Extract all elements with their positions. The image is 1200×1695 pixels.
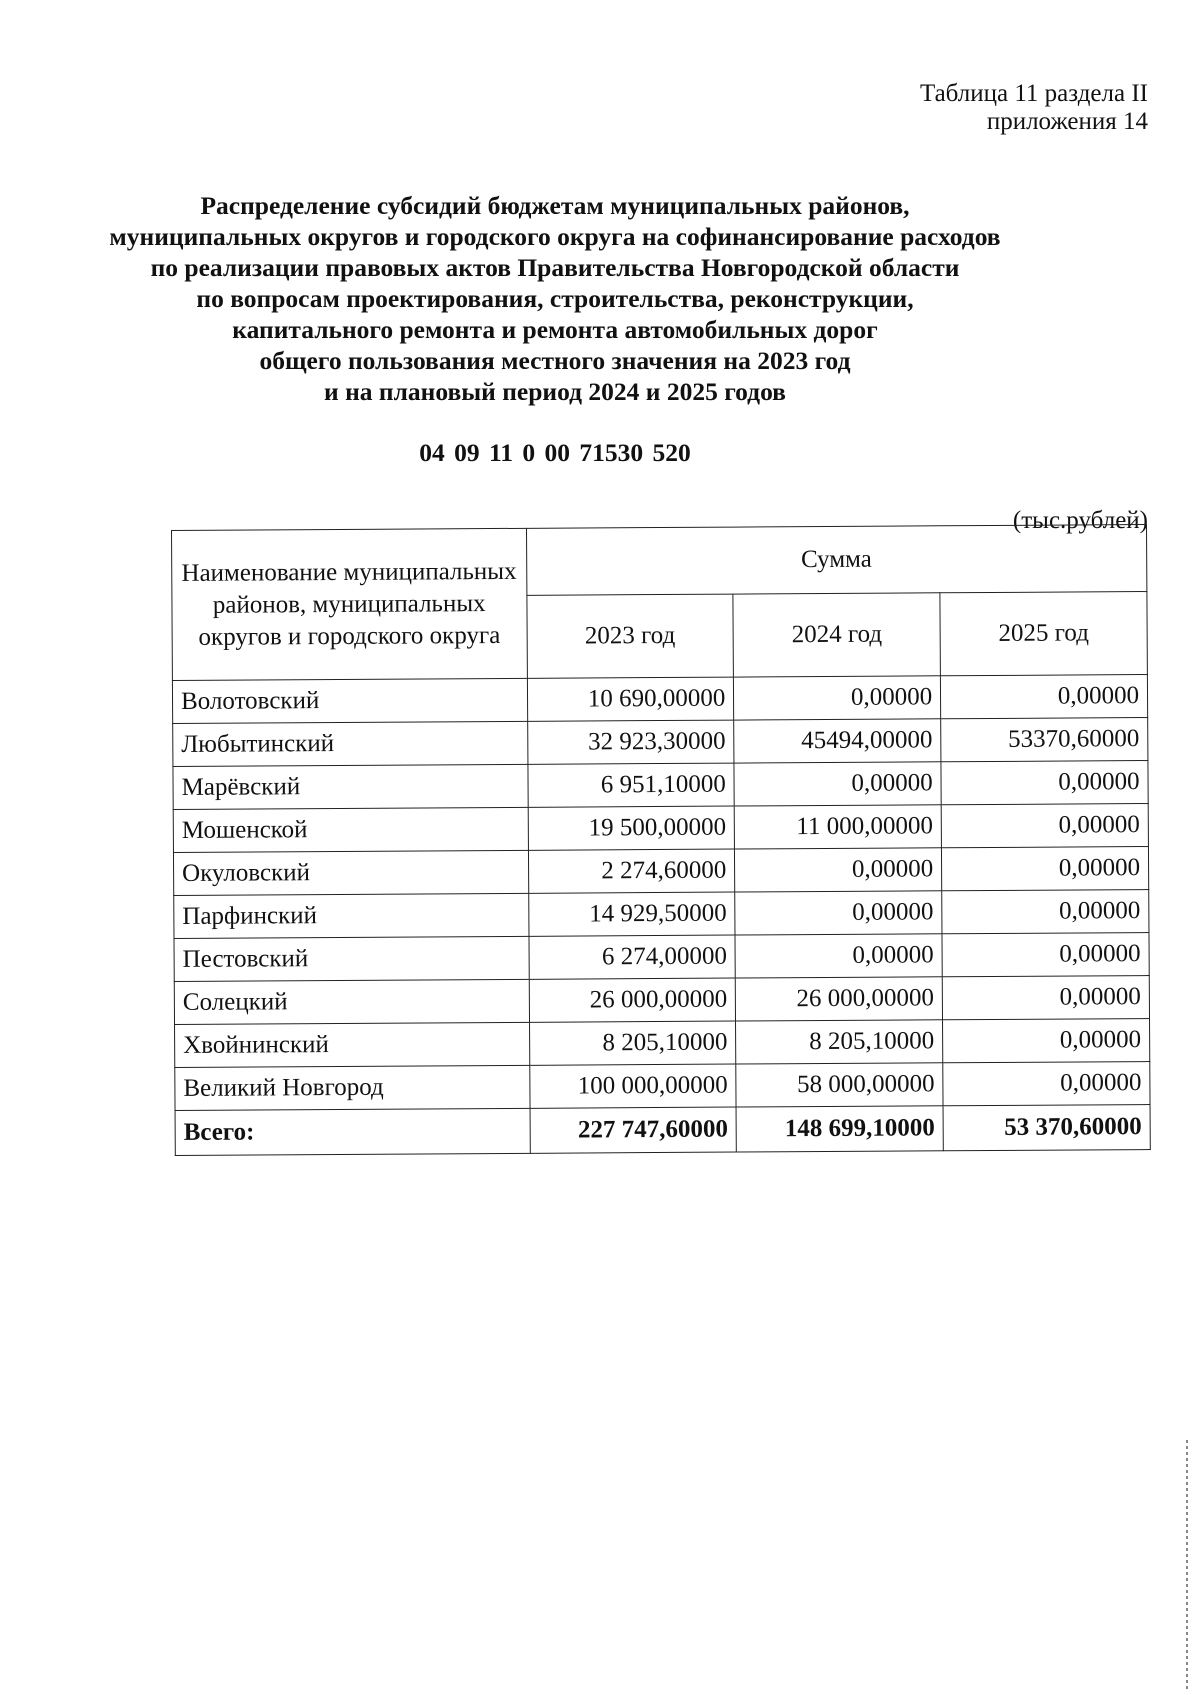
row-value-2023: 32 923,30000 xyxy=(527,720,734,764)
scan-edge-mark xyxy=(1186,1440,1188,1690)
row-value-2023: 6 274,00000 xyxy=(529,935,736,979)
row-name: Великий Новгород xyxy=(175,1065,530,1110)
table-row xyxy=(174,976,1149,1025)
row-value-2024: 8 205,10000 xyxy=(736,1020,943,1064)
title-line-2: муниципальных округов и городского округа на софинансирование расходов xyxy=(109,222,1001,251)
table-row xyxy=(175,1019,1150,1068)
row-value-2023: 2 274,60000 xyxy=(528,849,735,893)
row-name: Солецкий xyxy=(174,979,529,1024)
row-value-2025: 0,00000 xyxy=(943,1019,1150,1063)
row-value-2024: 0,00000 xyxy=(734,762,941,806)
table-row xyxy=(175,1062,1150,1111)
table-row xyxy=(172,675,1147,724)
row-value-2023: 26 000,00000 xyxy=(529,978,736,1022)
title-line-7: и на плановый период 2024 и 2025 годов xyxy=(324,377,786,406)
table-row xyxy=(173,718,1148,767)
row-value-2024: 11 000,00000 xyxy=(734,805,941,849)
row-value-2024: 0,00000 xyxy=(735,848,942,892)
table-row xyxy=(174,890,1149,939)
row-value-2025: 0,00000 xyxy=(941,804,1148,848)
row-name: Волотовский xyxy=(172,678,527,723)
row-value-2024: 58 000,00000 xyxy=(736,1063,943,1107)
row-value-2024: 45494,00000 xyxy=(734,719,941,763)
title-line-4: по вопросам проектирования, строительства, реконструкции, xyxy=(196,284,914,313)
row-value-2023: 100 000,00000 xyxy=(529,1064,736,1108)
table-reference xyxy=(920,80,1148,136)
row-value-2025: 0,00000 xyxy=(941,675,1148,719)
table-row xyxy=(173,804,1148,853)
document-title xyxy=(0,190,1200,407)
total-label: Всего: xyxy=(175,1108,530,1155)
header-year-2024: 2024 год xyxy=(733,593,940,677)
row-name: Любытинский xyxy=(173,721,528,766)
row-name: Марёвский xyxy=(173,764,528,809)
row-value-2024: 0,00000 xyxy=(734,676,941,720)
row-value-2023: 14 929,50000 xyxy=(528,892,735,936)
total-value-2023: 227 747,60000 xyxy=(530,1107,737,1153)
subsidy-table xyxy=(171,524,1151,1156)
row-value-2025: 0,00000 xyxy=(942,890,1149,934)
row-value-2025: 0,00000 xyxy=(942,976,1149,1020)
table-row xyxy=(173,761,1148,810)
units-label: (тыс.рублей) xyxy=(1012,507,1148,534)
header-sum: Сумма xyxy=(526,525,1147,596)
total-value-2025: 53 370,60000 xyxy=(943,1105,1150,1151)
row-name: Окуловский xyxy=(173,850,528,895)
table-total-row xyxy=(175,1105,1150,1156)
title-line-3: по реализации правовых актов Правительства Новгородской области xyxy=(150,253,960,282)
budget-classification-code: 04 09 11 0 00 71530 520 xyxy=(419,438,691,467)
row-value-2023: 19 500,00000 xyxy=(528,806,735,850)
header-year-2025: 2025 год xyxy=(940,592,1147,676)
row-name: Мошенской xyxy=(173,807,528,852)
row-value-2025: 53370,60000 xyxy=(941,718,1148,762)
total-value-2024: 148 699,10000 xyxy=(736,1106,943,1152)
title-line-5: капитального ремонта и ремонта автомобильных дорог xyxy=(232,315,878,344)
row-name: Хвойнинский xyxy=(175,1022,530,1067)
reference-line-2: приложения 14 xyxy=(986,108,1148,135)
row-value-2025: 0,00000 xyxy=(943,1062,1150,1106)
reference-line-1: Таблица 11 раздела II xyxy=(919,80,1148,107)
table-row xyxy=(173,847,1148,896)
title-line-1: Распределение субсидий бюджетам муниципальных районов, xyxy=(200,191,910,220)
row-name: Парфинский xyxy=(174,893,529,938)
table-row xyxy=(174,933,1149,982)
row-value-2024: 26 000,00000 xyxy=(736,977,943,1021)
header-year-2023: 2023 год xyxy=(526,594,733,678)
row-value-2025: 0,00000 xyxy=(941,761,1148,805)
row-value-2023: 10 690,00000 xyxy=(527,677,734,721)
title-line-6: общего пользования местного значения на 2023 год xyxy=(259,346,851,375)
row-value-2023: 8 205,10000 xyxy=(529,1021,736,1065)
row-value-2025: 0,00000 xyxy=(942,933,1149,977)
row-value-2023: 6 951,10000 xyxy=(527,763,734,807)
table-header-row xyxy=(172,525,1147,598)
row-value-2025: 0,00000 xyxy=(942,847,1149,891)
row-value-2024: 0,00000 xyxy=(735,934,942,978)
header-name: Наименование муниципальных районов, муниципальных округов и городского округа xyxy=(172,528,527,680)
row-name: Пестовский xyxy=(174,936,529,981)
row-value-2024: 0,00000 xyxy=(735,891,942,935)
